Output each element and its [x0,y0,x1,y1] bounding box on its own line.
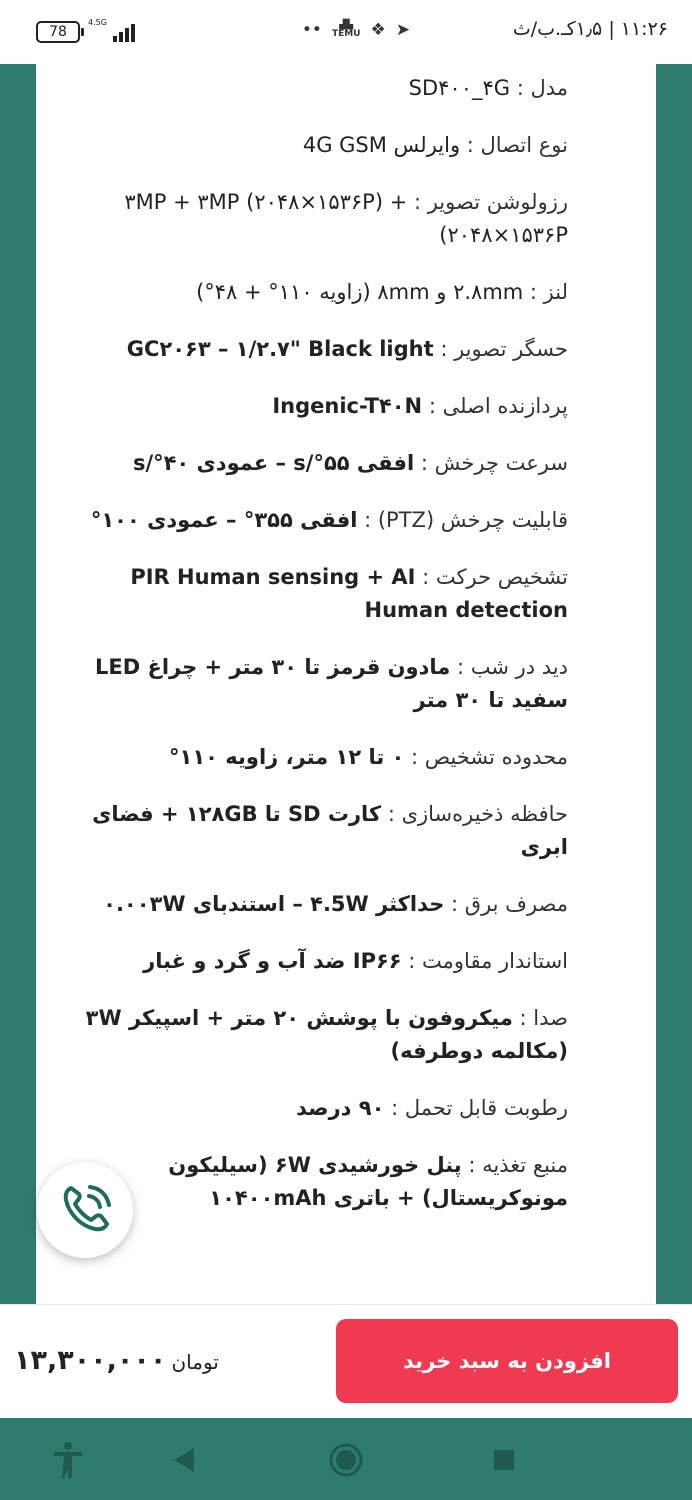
purchase-bar [0,1304,692,1418]
spec-value: ۳MP + ۳MP (۲۰۴۸×۱۵۳۶P) + ۲۰۴۸×۱۵۳۶P) [124,190,568,247]
spec-row [68,447,568,480]
battery-icon [36,21,80,43]
add-to-cart-button[interactable]: افزودن به سبد خرید [336,1319,678,1403]
spec-label: رزولوشن تصویر : [407,190,568,214]
network-type: 4.5G [88,18,107,27]
status-dots: •• [301,20,322,40]
battery-level: 78 [49,24,67,40]
system-nav-bar [0,1418,692,1500]
spec-row [68,276,568,309]
spec-row [68,333,568,366]
spec-row [68,186,568,252]
spec-label: صدا : [512,1006,568,1030]
spec-label: لنز : [523,280,568,304]
notification-icons [302,20,410,40]
spec-row [68,741,568,774]
phone-icon [53,1178,117,1242]
temu-icon: ▟▙ TEMU [331,20,361,39]
spec-label: منبع تغذیه : [461,1153,568,1177]
spec-value: مادون قرمز تا ۳۰ متر + چراغ LED سفید تا ۳۰ متر [95,655,568,712]
spec-row [68,129,568,162]
spec-row [68,651,568,717]
accessibility-icon[interactable] [48,1440,88,1480]
spec-value: GC۲۰۶۳ – ۱/۲.۷" Black light [126,337,434,361]
call-button[interactable] [37,1162,133,1258]
spec-label: پردازنده اصلی : [422,394,568,418]
spec-row [68,888,568,921]
spec-row [68,798,568,864]
spec-label: حافظه ذخیره‌سازی : [381,802,568,826]
spec-row [68,72,568,105]
currency-label: تومان [171,1350,219,1374]
specs-list [68,72,568,1239]
price [14,1345,225,1376]
spec-row [68,1149,568,1215]
spec-row [68,945,568,978]
spec-value: حداکثر ۴.5W – استندبای ۰.۰۰۳W [103,892,445,916]
spec-label: محدوده تشخیص : [404,745,568,769]
spec-label: نوع اتصال : [460,133,568,157]
dropbox-icon: ❖ [370,20,386,40]
spec-value: افقی ۵۵°/s – عمودی ۴۰°/s [132,451,415,475]
spec-label: رطوبت قابل تحمل : [384,1096,568,1120]
spec-value: میکروفون با پوشش ۲۰ متر + اسپیکر ۳W (مکالمه دوطرفه) [85,1006,568,1063]
spec-value: SD۴۰۰_۴G [408,76,511,100]
spec-value: ۲.۸mm و ۸mm (زاویه ۱۱۰° + ۴۸°) [196,280,524,304]
spec-value: IP۶۶ ضد آب و گرد و غبار [143,949,402,973]
spec-value: افقی ۳۵۵° – عمودی ۱۰۰° [90,508,358,532]
spec-row [68,504,568,537]
telegram-icon: ➤ [395,20,410,40]
spec-row [68,1002,568,1068]
spec-label: حسگر تصویر : [433,337,568,361]
home-icon[interactable] [326,1440,366,1480]
spec-label: تشخیص حرکت : [415,565,568,589]
spec-value: Ingenic-T۴۰N [272,394,423,418]
spec-label: مدل : [510,76,568,100]
spec-label: قابلیت چرخش (PTZ) : [357,508,568,532]
spec-row [68,1092,568,1125]
spec-value: ۰ تا ۱۲ متر، زاویه ۱۱۰° [169,745,405,769]
spec-value: پنل خورشیدی ۶W (سیلیکون مونوکریستال) + باتری ۱۰۴۰۰mAh [168,1153,568,1210]
spec-label: دید در شب : [450,655,568,679]
spec-value: کارت SD تا ۱۲۸GB + فضای ابری [92,802,568,859]
back-icon[interactable] [164,1440,204,1480]
spec-row [68,390,568,423]
price-amount: ۱۳,۳۰۰,۰۰۰ [14,1345,167,1376]
spec-value: PIR Human sensing + AI Human detection [130,565,568,622]
spec-value: ۹۰ درصد [296,1096,385,1120]
spec-label: سرعت چرخش : [414,451,568,475]
signal-icon [88,18,135,42]
spec-value: وایرلس 4G GSM [302,133,461,157]
spec-label: مصرف برق : [444,892,568,916]
recents-icon[interactable] [484,1440,524,1480]
product-specs-card [36,52,656,1304]
status-time: ۱۱:۲۶ | ۱٫۵کـ.ب/ث [512,18,668,40]
spec-row [68,561,568,627]
spec-label: استاندار مقاومت : [401,949,568,973]
